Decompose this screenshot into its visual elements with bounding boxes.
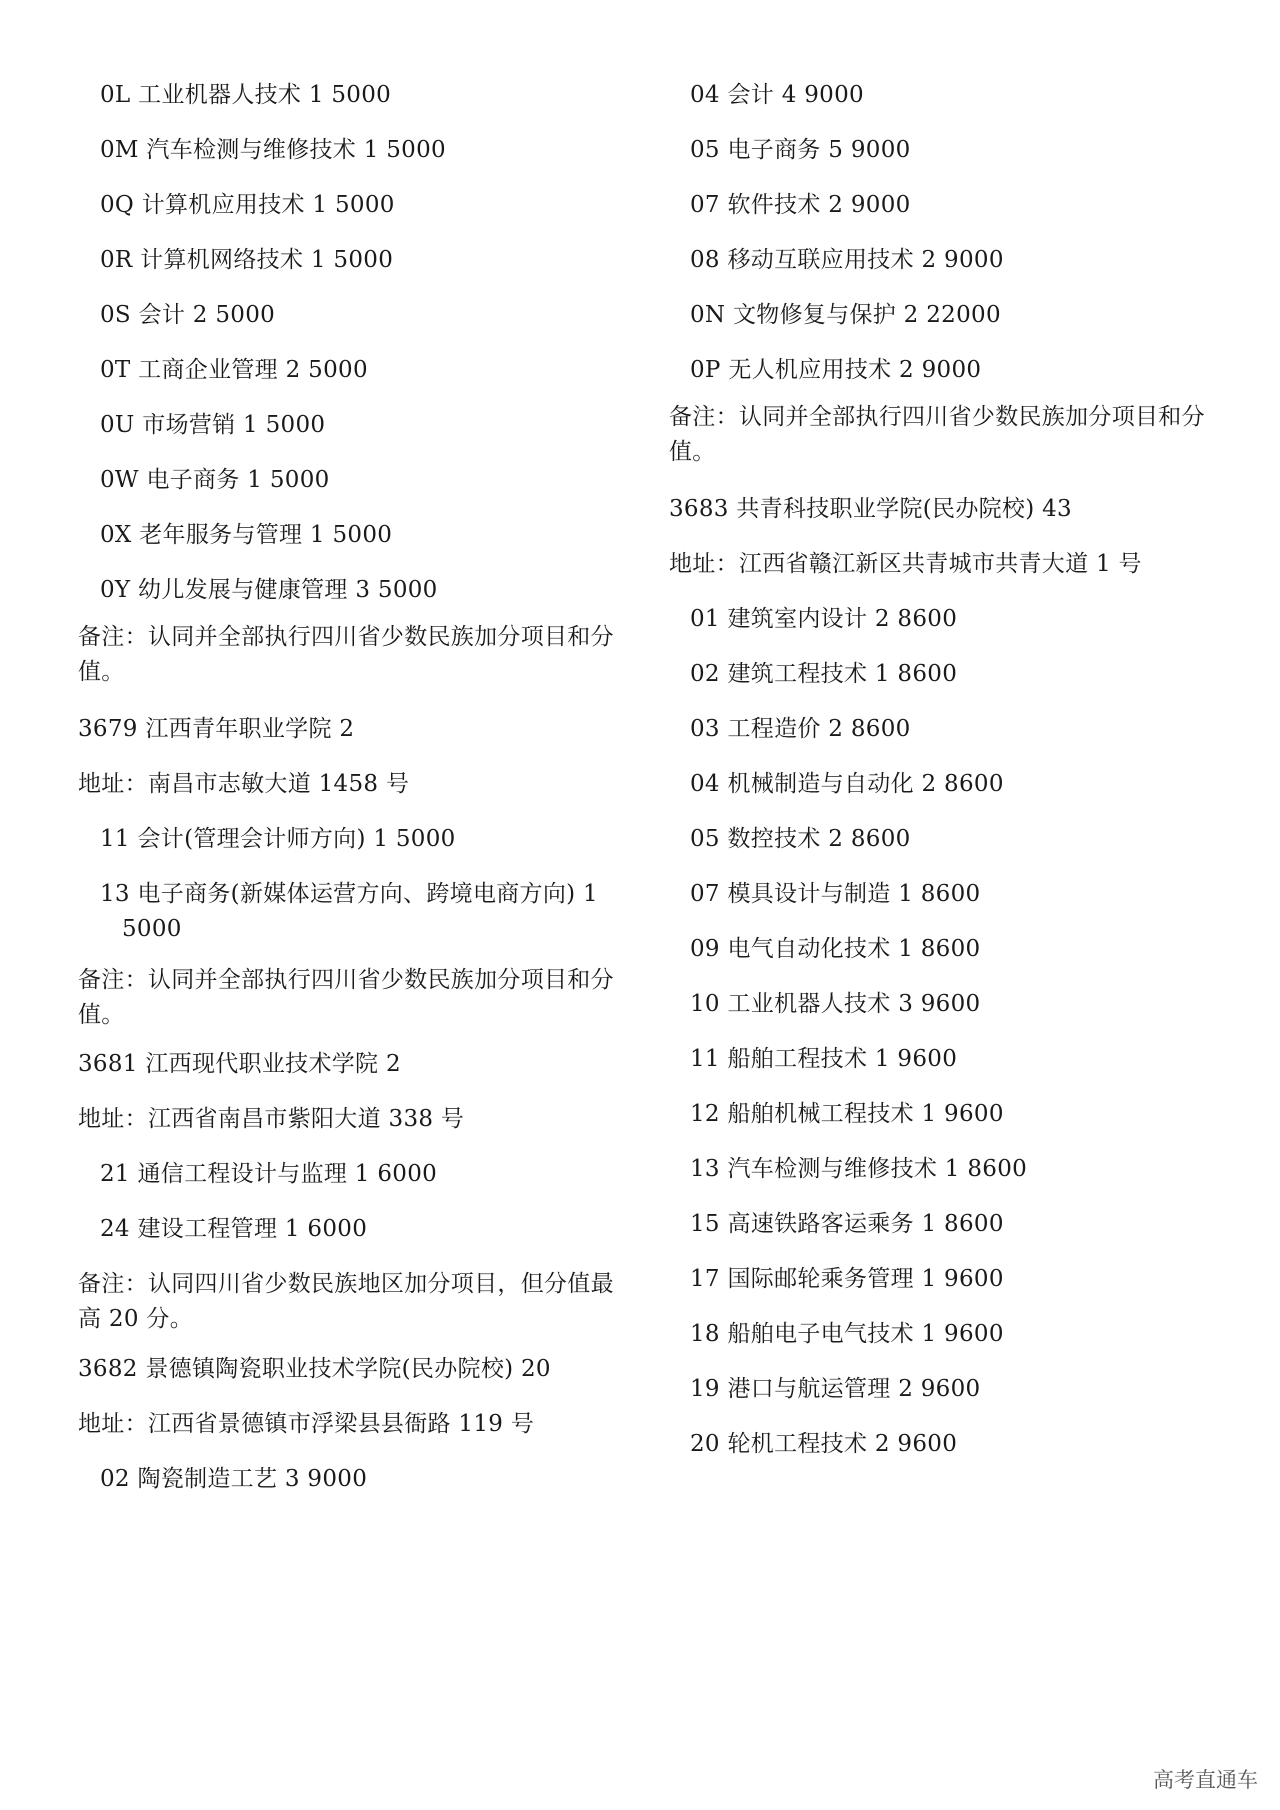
major-line: 12 船舶机械工程技术 1 9600 xyxy=(690,1101,1004,1127)
major-item xyxy=(100,877,645,947)
major-line: 0W 电子商务 1 5000 xyxy=(100,467,330,493)
note-line: 备注：认同并全部执行四川省少数民族加分项目和分值。 xyxy=(78,967,614,1028)
major-line: 0T 工商企业管理 2 5000 xyxy=(100,357,368,383)
major-line: 04 会计 4 9000 xyxy=(690,82,864,108)
school-line: 3683 共青科技职业学院(民办院校) 43 xyxy=(669,496,1072,522)
address-line: 地址：江西省景德镇市浮梁县县衙路 119 号 xyxy=(78,1411,535,1437)
major-line: 07 模具设计与制造 1 8600 xyxy=(690,881,981,907)
major-line: 02 陶瓷制造工艺 3 9000 xyxy=(100,1466,368,1492)
note-line: 备注：认同并全部执行四川省少数民族加分项目和分值。 xyxy=(78,624,614,685)
major-line: 0X 老年服务与管理 1 5000 xyxy=(100,522,393,548)
major-line: 03 工程造价 2 8600 xyxy=(690,716,911,742)
major-line: 11 船舶工程技术 1 9600 xyxy=(690,1046,958,1072)
note-line: 备注：认同并全部执行四川省少数民族加分项目和分值。 xyxy=(669,404,1205,465)
major-item-text: 13 电子商务(新媒体运营方向、跨境电商方向) 1 xyxy=(100,881,598,907)
major-line: 0M 汽车检测与维修技术 1 5000 xyxy=(100,137,446,163)
major-line: 0R 计算机网络技术 1 5000 xyxy=(100,247,394,273)
major-line: 11 会计(管理会计师方向) 1 5000 xyxy=(100,826,456,852)
major-line: 01 建筑室内设计 2 8600 xyxy=(690,606,958,632)
address-line: 地址：南昌市志敏大道 1458 号 xyxy=(78,771,410,797)
major-line: 17 国际邮轮乘务管理 1 9600 xyxy=(690,1266,1004,1292)
major-line: 13 汽车检测与维修技术 1 8600 xyxy=(690,1156,1028,1182)
major-line: 07 软件技术 2 9000 xyxy=(690,192,911,218)
major-line: 0Y 幼儿发展与健康管理 3 5000 xyxy=(100,577,438,603)
major-line: 18 船舶电子电气技术 1 9600 xyxy=(690,1321,1004,1347)
major-item-continuation: 5000 xyxy=(122,916,182,942)
watermark: 高考直通车 xyxy=(1153,1768,1258,1792)
major-line: 10 工业机器人技术 3 9600 xyxy=(690,991,981,1017)
major-line: 05 数控技术 2 8600 xyxy=(690,826,911,852)
major-line: 15 高速铁路客运乘务 1 8600 xyxy=(690,1211,1004,1237)
address-line: 地址：江西省赣江新区共青城市共青大道 1 号 xyxy=(669,551,1142,577)
major-line: 24 建设工程管理 1 6000 xyxy=(100,1216,368,1242)
major-line: 21 通信工程设计与监理 1 6000 xyxy=(100,1161,438,1187)
major-line: 0U 市场营销 1 5000 xyxy=(100,412,326,438)
major-line: 0N 文物修复与保护 2 22000 xyxy=(690,302,1001,328)
major-line: 0P 无人机应用技术 2 9000 xyxy=(690,357,982,383)
major-line: 02 建筑工程技术 1 8600 xyxy=(690,661,958,687)
major-line: 04 机械制造与自动化 2 8600 xyxy=(690,771,1004,797)
major-line: 20 轮机工程技术 2 9600 xyxy=(690,1431,958,1457)
note-line: 备注：认同四川省少数民族地区加分项目，但分值最高 20 分。 xyxy=(78,1271,614,1332)
school-line: 3682 景德镇陶瓷职业技术学院(民办院校) 20 xyxy=(78,1356,551,1382)
address-line: 地址：江西省南昌市紫阳大道 338 号 xyxy=(78,1106,465,1132)
major-line: 08 移动互联应用技术 2 9000 xyxy=(690,247,1004,273)
major-line: 0S 会计 2 5000 xyxy=(100,302,276,328)
major-line: 19 港口与航运管理 2 9600 xyxy=(690,1376,981,1402)
major-line: 05 电子商务 5 9000 xyxy=(690,137,911,163)
major-line: 0L 工业机器人技术 1 5000 xyxy=(100,82,392,108)
major-line: 0Q 计算机应用技术 1 5000 xyxy=(100,192,395,218)
major-line: 09 电气自动化技术 1 8600 xyxy=(690,936,981,962)
school-line: 3681 江西现代职业技术学院 2 xyxy=(78,1051,401,1077)
school-line: 3679 江西青年职业学院 2 xyxy=(78,716,355,742)
